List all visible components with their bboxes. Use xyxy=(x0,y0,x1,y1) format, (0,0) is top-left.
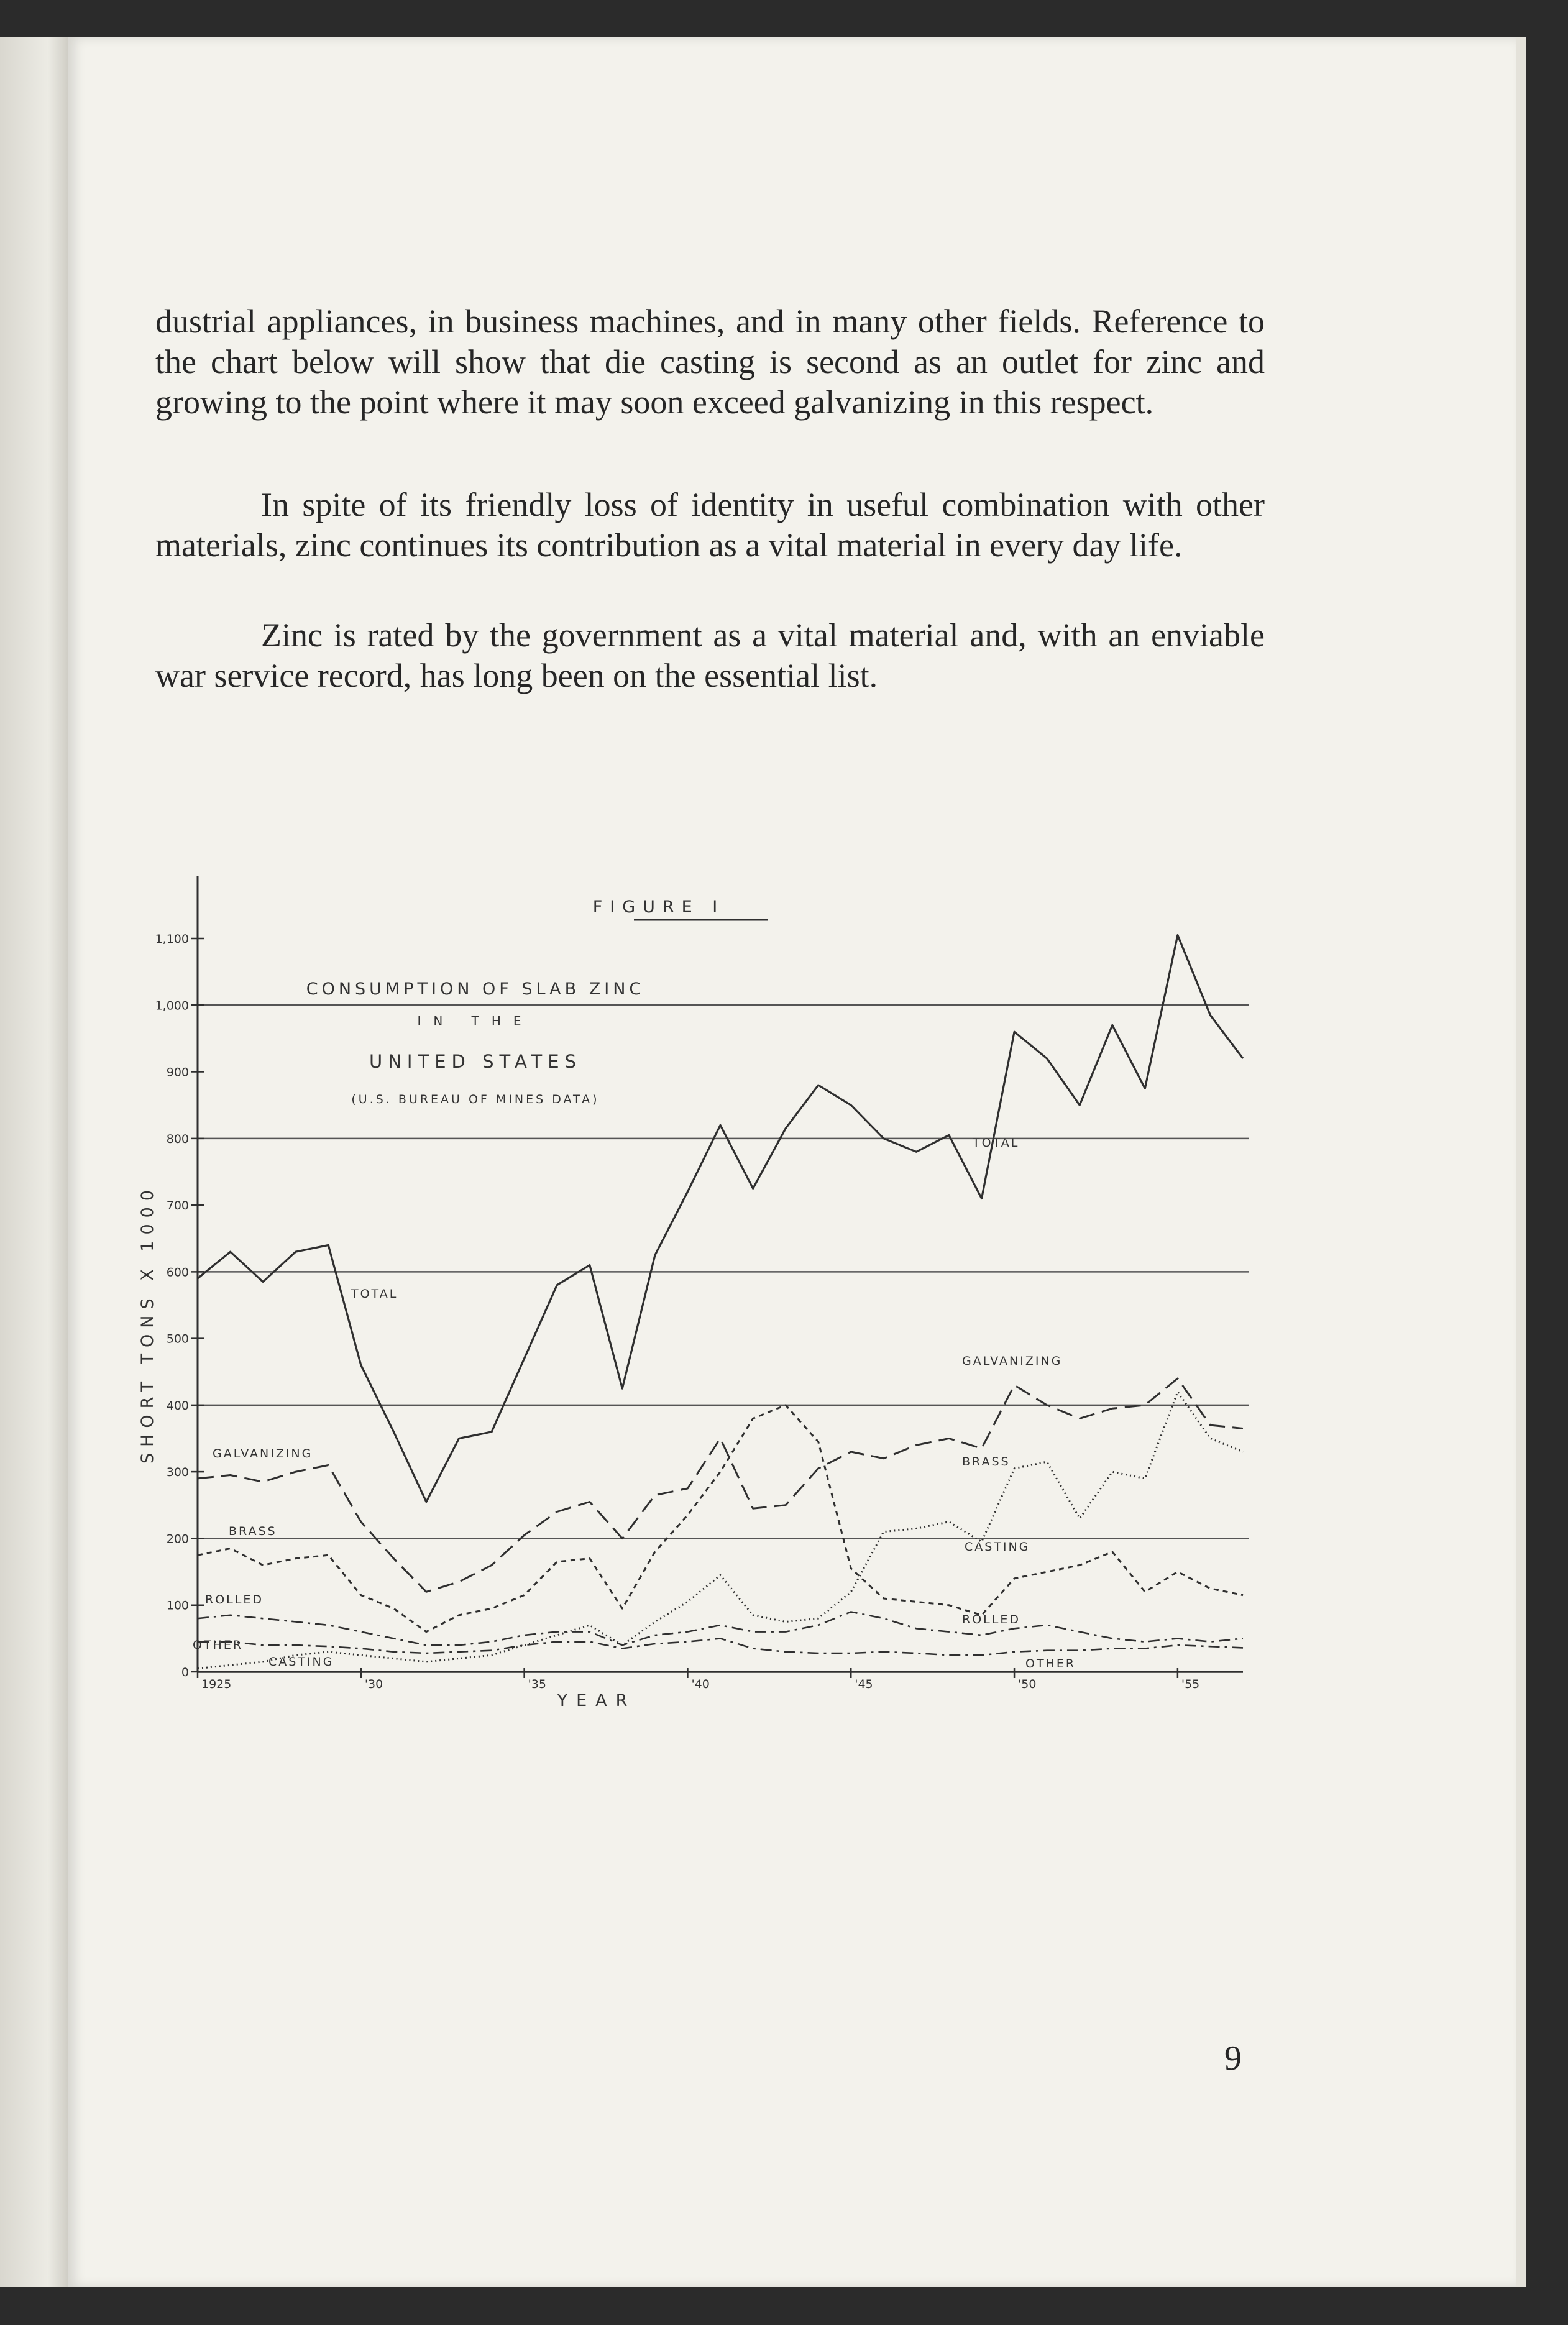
page-number: 9 xyxy=(1224,2039,1242,2078)
paragraph-1: dustrial appliances, in business machines, and in many other fields. Reference to the chart below will show that die casting is second as an outlet for zinc and growing to the point where it may soon exceed galvanizing in this respect. xyxy=(155,303,1265,421)
series-line-brass xyxy=(198,1405,1243,1632)
series-label-total: TOTAL xyxy=(973,1136,1020,1150)
series-label-rolled: ROLLED xyxy=(962,1613,1020,1626)
figure-label: FIGURE I xyxy=(592,897,725,917)
chart-title-line-3: UNITED STATES xyxy=(369,1051,582,1072)
y-tick-label: 600 xyxy=(166,1265,189,1280)
x-axis-label: YEAR xyxy=(557,1691,636,1710)
chart-title: CONSUMPTION OF SLAB ZINC xyxy=(306,979,645,999)
y-tick-label: 400 xyxy=(166,1398,189,1413)
series-label-brass: BRASS xyxy=(229,1525,277,1538)
paragraph-2: In spite of its friendly loss of identity in useful combination with other materials, zinc continues its contribution as a vital material in every day life. xyxy=(155,486,1265,564)
series-label-other: OTHER xyxy=(193,1638,244,1652)
series-label-galvanizing: GALVANIZING xyxy=(213,1447,313,1461)
paragraph-3: Zinc is rated by the government as a vital material and, with an enviable war service record, has long been on the essential list. xyxy=(155,617,1265,694)
y-tick-label: 800 xyxy=(166,1132,189,1146)
series-line-rolled xyxy=(198,1612,1243,1646)
series-label-galvanizing: GALVANIZING xyxy=(962,1354,1063,1368)
series-label-brass: BRASS xyxy=(962,1455,1011,1469)
series-label-casting: CASTING xyxy=(965,1540,1030,1554)
y-tick-label: 300 xyxy=(166,1465,189,1480)
y-tick-label: 1,000 xyxy=(155,999,189,1013)
y-tick-label: 700 xyxy=(166,1199,189,1213)
y-tick-label: 1,100 xyxy=(155,932,189,946)
x-tick-label: '30 xyxy=(364,1677,383,1691)
series-label-rolled: ROLLED xyxy=(205,1593,264,1607)
chart-grid xyxy=(198,1005,1249,1538)
y-tick-label: 500 xyxy=(166,1332,189,1346)
chart-text xyxy=(138,897,1199,1710)
chart-title-line-2: IN THE xyxy=(417,1014,534,1029)
series-label-other: OTHER xyxy=(1025,1657,1076,1671)
y-tick-label: 900 xyxy=(166,1065,189,1080)
y-tick-label: 100 xyxy=(166,1598,189,1613)
chart-series xyxy=(198,935,1243,1669)
y-tick-label: 0 xyxy=(181,1666,189,1679)
y-tick-label: 200 xyxy=(166,1532,189,1546)
x-tick-label: '35 xyxy=(528,1677,547,1691)
x-tick-label: '50 xyxy=(1018,1677,1037,1691)
x-tick-label: '45 xyxy=(855,1677,873,1691)
series-line-casting xyxy=(198,1392,1243,1669)
series-label-total: TOTAL xyxy=(351,1287,398,1301)
series-label-casting: CASTING xyxy=(268,1655,334,1669)
y-axis-label: SHORT TONS X 1000 xyxy=(138,1183,157,1464)
x-tick-label: 1925 xyxy=(201,1677,232,1691)
series-line-galvanizing xyxy=(198,1378,1243,1592)
chart-source: (U.S. BUREAU OF MINES DATA) xyxy=(351,1093,600,1106)
x-tick-label: '40 xyxy=(691,1677,710,1691)
series-line-other xyxy=(198,1638,1243,1655)
x-tick-label: '55 xyxy=(1181,1677,1200,1691)
